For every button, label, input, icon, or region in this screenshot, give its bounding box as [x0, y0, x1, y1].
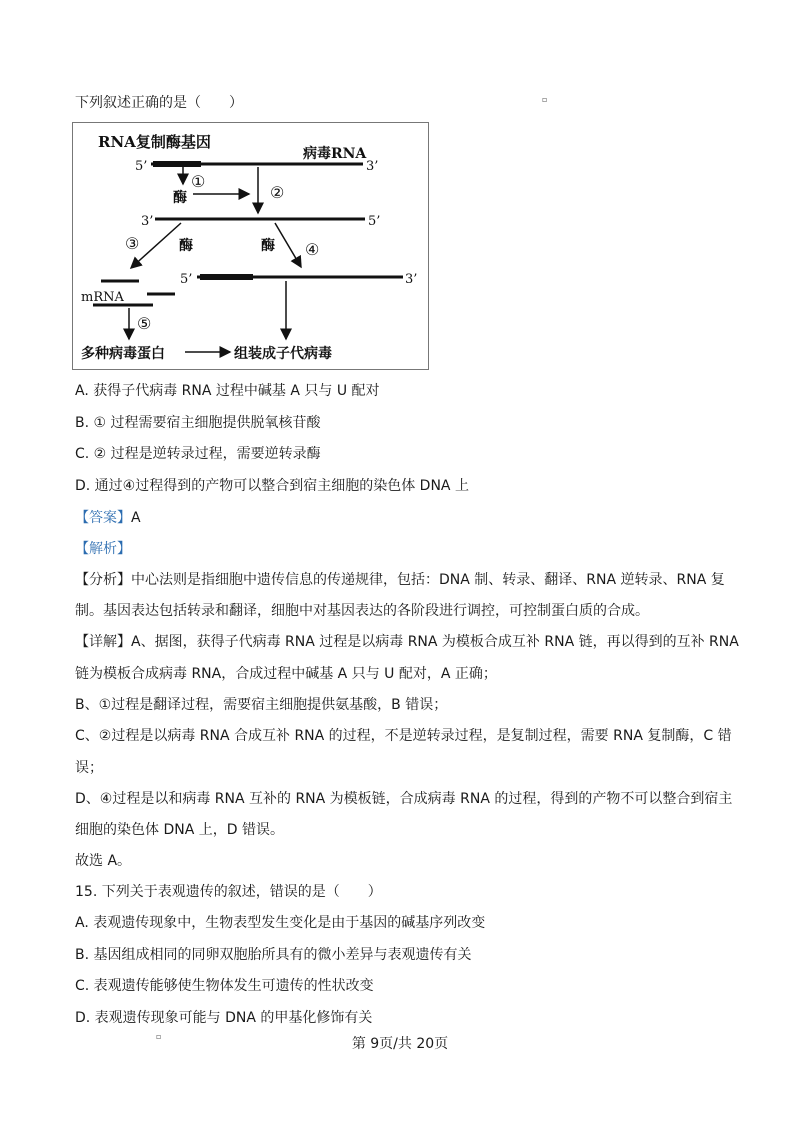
page-footer: 第 9页/共 20页: [351, 1036, 449, 1052]
detail-line-3: B、①过程是翻译过程，需要宿主细胞提供氨基酸，B 错误；: [75, 697, 448, 713]
arrow-step4: [275, 223, 301, 267]
analysis-head: 【分析】: [75, 572, 131, 588]
analysis-line-1: [75, 570, 725, 590]
strand1-5prime: 5’: [135, 159, 148, 174]
step1-label: ①: [191, 172, 206, 191]
q14-option-c: C. ② 过程是逆转录过程，需要逆转录酶: [75, 446, 321, 462]
step3-label: ③: [125, 234, 140, 253]
strand3-5prime: 5’: [180, 272, 193, 287]
detail-line-1: [75, 632, 739, 652]
mrna-label: mRNA: [81, 290, 124, 305]
q15-stem: 15. 下列关于表观遗传的叙述，错误的是（ ）: [75, 884, 382, 900]
q14-option-d: D. 通过④过程得到的产物可以整合到宿主细胞的染色体 DNA 上: [75, 478, 469, 494]
analysis-line-2: 制。基因表达包括转录和翻译，细胞中对基因表达的各阶段进行调控，可控制蛋白质的合成。: [75, 603, 649, 619]
q15-option-a: A. 表观遗传现象中，生物表型发生变化是由于基因的碱基序列改变: [75, 915, 486, 931]
detail-line-6: D、④过程是以和病毒 RNA 互补的 RNA 为模板链，合成病毒 RNA 的过程，得到的产物不可以整合到宿主: [75, 791, 733, 807]
question-intro: 下列叙述正确的是（ ）: [75, 95, 243, 111]
strand3-3prime: 3’: [405, 272, 418, 287]
detail-line-2: 链为模板合成病毒 RNA，合成过程中碱基 A 只与 U 配对，A 正确；: [75, 666, 497, 682]
figure-svg: [73, 123, 428, 369]
strand1-3prime: 3’: [366, 159, 379, 174]
q15-option-b: B. 基因组成相同的同卵双胞胎所具有的微小差异与表观遗传有关: [75, 947, 472, 963]
step2-label: ②: [270, 183, 285, 202]
label-viral-rna: 病毒RNA: [303, 146, 367, 162]
marker-dot-bottom: ▫: [156, 1032, 162, 1041]
step5-label: ⑤: [137, 314, 152, 333]
detail-line-8: 故选 A。: [75, 853, 132, 869]
answer-label: 【答案】: [75, 510, 131, 526]
analysis-label: 【解析】: [75, 541, 131, 557]
detail-text-1: A、据图，获得子代病毒 RNA 过程是以病毒 RNA 为模板合成互补 RNA 链，再以得到的互补 RNA: [131, 634, 739, 650]
enzyme-label-3: 酶: [261, 238, 275, 254]
strand2-5prime: 5’: [368, 214, 381, 229]
proteins-label: 多种病毒蛋白: [81, 346, 165, 362]
marker-dot-top: ▫: [542, 95, 548, 104]
q15-option-d: D. 表观遗传现象可能与 DNA 的甲基化修饰有关: [75, 1010, 373, 1026]
analysis-text-1: 中心法则是指细胞中遗传信息的传递规律，包括：DNA 制、转录、翻译、RNA 逆转录、RNA 复: [131, 572, 725, 588]
detail-line-7: 细胞的染色体 DNA 上，D 错误。: [75, 822, 284, 838]
enzyme-label-1: 酶: [173, 190, 187, 206]
step4-label: ④: [305, 240, 320, 259]
detail-line-4: C、②过程是以病毒 RNA 合成互补 RNA 的过程，不是逆转录过程，是复制过程，需要 RNA 复制酶，C 错: [75, 728, 732, 744]
viral-rna-replication-figure: [72, 122, 429, 370]
q14-option-a: A. 获得子代病毒 RNA 过程中碱基 A 只与 U 配对: [75, 383, 380, 399]
detail-line-5: 误；: [75, 760, 103, 776]
answer-line: [75, 508, 141, 528]
q15-option-c: C. 表观遗传能够使生物体发生可遗传的性状改变: [75, 978, 374, 994]
answer-value: A: [131, 510, 141, 526]
detail-head: 【详解】: [75, 634, 131, 650]
label-gene: RNA复制酶基因: [98, 133, 211, 151]
enzyme-label-2: 酶: [179, 238, 193, 254]
q14-option-b: B. ① 过程需要宿主细胞提供脱氧核苷酸: [75, 415, 321, 431]
assemble-label: 组装成子代病毒: [234, 346, 332, 362]
strand2-3prime: 3’: [141, 214, 154, 229]
